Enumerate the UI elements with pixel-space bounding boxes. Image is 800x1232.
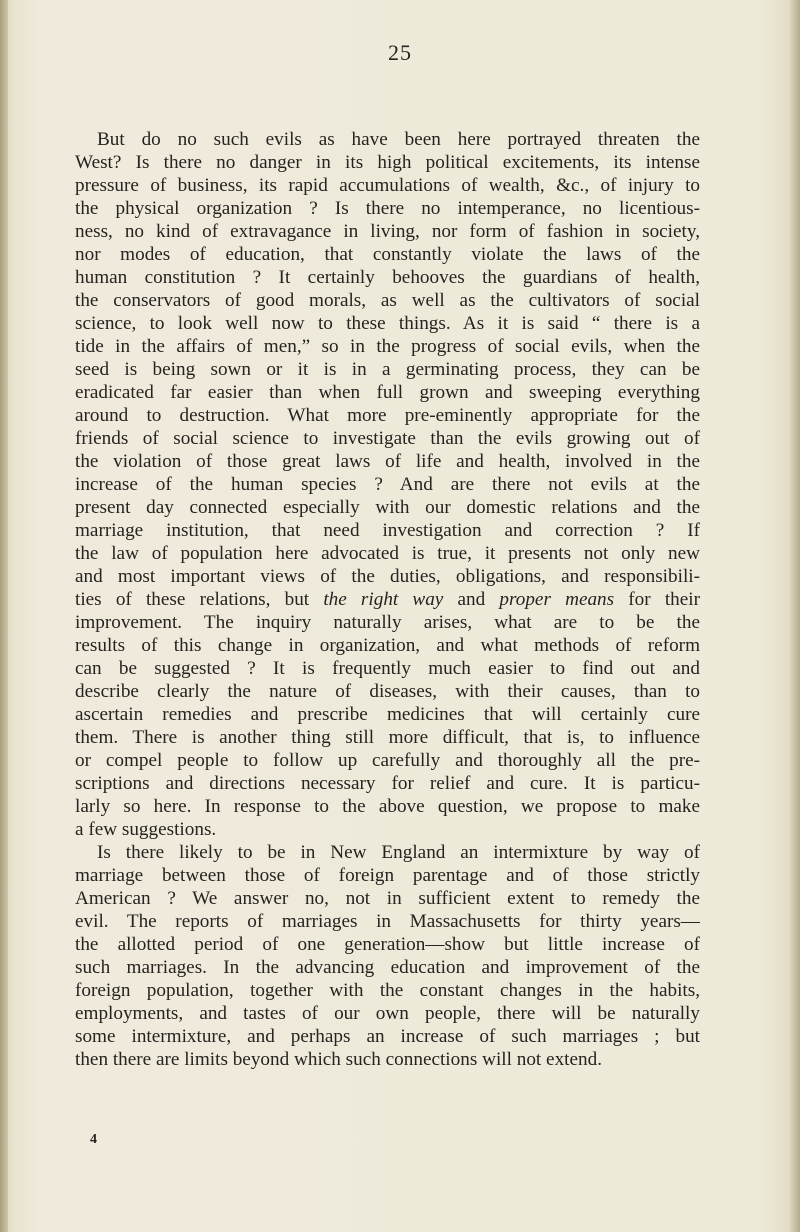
text-line: the allotted period of one generation—show but little increase of (75, 934, 700, 955)
text-line: nor modes of education, that constantly violate the laws of the (75, 244, 700, 265)
text-line: pressure of business, its rapid accumulations of wealth, &c., of injury to (75, 175, 700, 196)
text-line: ties of these relations, but the right way and proper means for their (75, 589, 700, 610)
text-line: some intermixture, and perhaps an increase of such marriages ; but (75, 1026, 700, 1047)
text-line: such marriages. In the advancing education and improvement of the (75, 957, 700, 978)
italic-emphasis: the right way (323, 589, 444, 610)
text-line: American ? We answer no, not in sufficient extent to remedy the (75, 888, 700, 909)
text-line: marriage between those of foreign parentage and of those strictly (75, 865, 700, 886)
text-line: foreign population, together with the constant changes in the habits, (75, 980, 700, 1001)
body-text (75, 128, 700, 1071)
italic-emphasis: proper means (499, 589, 615, 610)
text-line: science, to look well now to these things. As it is said “ there is a (75, 313, 700, 334)
text-line: improvement. The inquiry naturally arises, what are to be the (75, 612, 700, 633)
text-line: a few suggestions. (75, 819, 217, 840)
text-line: scriptions and directions necessary for relief and cure. It is particu- (75, 773, 700, 794)
text-line: present day connected especially with our domestic relations and the (75, 497, 700, 518)
text-line: describe clearly the nature of diseases, with their causes, than to (75, 681, 700, 702)
text-line: evil. The reports of marriages in Massachusetts for thirty years— (75, 911, 700, 932)
text-line: the conservators of good morals, as well as the cultivators of social (75, 290, 700, 311)
text-line: ness, no kind of extravagance in living, nor form of fashion in society, (75, 221, 700, 242)
text-line: friends of social science to investigate than the evils growing out of (75, 428, 700, 449)
text-line: larly so here. In response to the above question, we propose to make (75, 796, 700, 817)
text-line: eradicated far easier than when full grown and sweeping everything (75, 382, 700, 403)
text-line: tide in the affairs of men,” so in the progress of social evils, when the (75, 336, 700, 357)
text-line: West? Is there no danger in its high political excitements, its intense (75, 152, 700, 173)
text-line: can be suggested ? It is frequently much easier to find out and (75, 658, 700, 679)
text-line: marriage institution, that need investigation and correction ? If (75, 520, 700, 541)
page-left-edge (0, 0, 8, 1232)
text-line: the violation of those great laws of life and health, involved in the (75, 451, 700, 472)
page-right-edge (790, 0, 800, 1232)
text-line: Is there likely to be in New England an intermixture by way of (97, 842, 700, 863)
text-line: But do no such evils as have been here portrayed threaten the (97, 129, 700, 150)
signature-mark: 4 (90, 1132, 97, 1147)
text-line: seed is being sown or it is in a germinating process, they can be (75, 359, 700, 380)
text-line: employments, and tastes of our own people, there will be naturally (75, 1003, 700, 1024)
text-line: increase of the human species ? And are there not evils at the (75, 474, 700, 495)
text-line: and most important views of the duties, obligations, and responsibili- (75, 566, 700, 587)
text-line: the law of population here advocated is true, it presents not only new (75, 543, 700, 564)
text-line: around to destruction. What more pre-eminently appropriate for the (75, 405, 700, 426)
text-line: them. There is another thing still more difficult, that is, to influence (75, 727, 700, 748)
text-line: results of this change in organization, and what methods of reform (75, 635, 700, 656)
text-line: or compel people to follow up carefully and thoroughly all the pre- (75, 750, 700, 771)
text-line: human constitution ? It certainly behooves the guardians of health, (75, 267, 700, 288)
text-line: the physical organization ? Is there no intemperance, no licentious- (75, 198, 700, 219)
text-line: then there are limits beyond which such connections will not extend. (75, 1049, 602, 1070)
page-number: 25 (388, 40, 412, 65)
text-line: ascertain remedies and prescribe medicines that will certainly cure (75, 704, 700, 725)
